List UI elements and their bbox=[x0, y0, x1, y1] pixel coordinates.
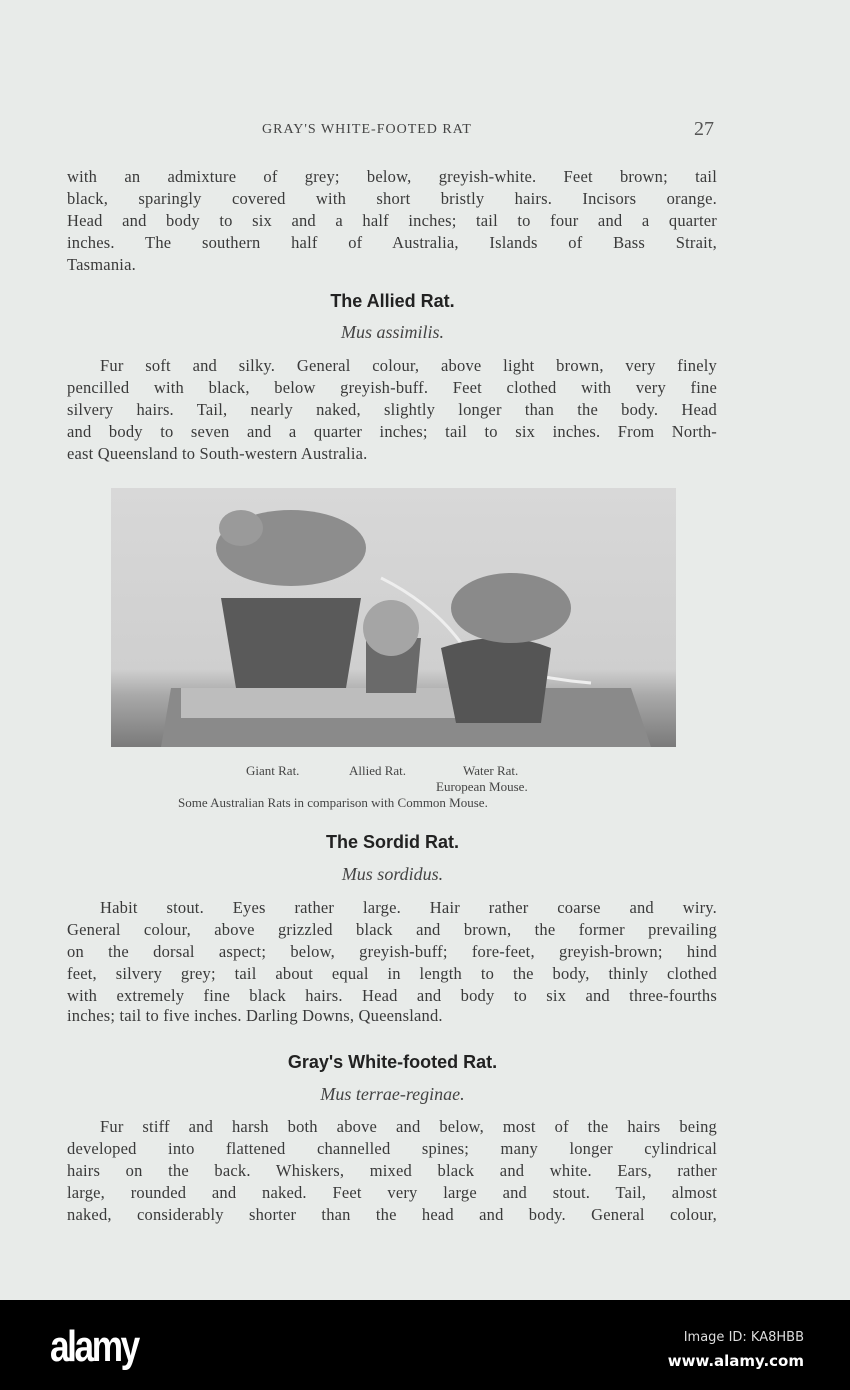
text-line: Head and body to six and a half inches; tail to four and a quarter bbox=[67, 211, 717, 230]
text-line: black, sparingly covered with short bristly hairs. Incisors orange. bbox=[67, 189, 717, 208]
section-title: The Sordid Rat. bbox=[325, 832, 459, 852]
figure-label: European Mouse. bbox=[436, 779, 528, 794]
figure-label: Giant Rat. bbox=[246, 763, 300, 778]
site-url: www.alamy.com bbox=[667, 1352, 804, 1370]
watermark-footer bbox=[0, 1300, 850, 1390]
text-line: naked, considerably shorter than the head and body. General colour, bbox=[67, 1205, 717, 1224]
latin-name: Mus sordidus. bbox=[341, 864, 444, 884]
text-line: inches; tail to five inches. Darling Downs, Queensland. bbox=[67, 1006, 443, 1025]
latin-name: Mus terrae-reginae. bbox=[320, 1084, 465, 1104]
text-line: and body to seven and a quarter inches; tail to six inches. From North- bbox=[67, 422, 717, 441]
text-line: developed into flattened channelled spines; many longer cylindrical bbox=[67, 1139, 717, 1158]
running-header: GRAY'S WHITE-FOOTED RAT bbox=[262, 122, 472, 137]
text-line: silvery hairs. Tail, nearly naked, slightly longer than the body. Head bbox=[67, 400, 717, 419]
text-line: east Queensland to South-western Australia. bbox=[67, 444, 368, 463]
figure-label: Allied Rat. bbox=[349, 763, 407, 778]
text-line: inches. The southern half of Australia, Islands of Bass Strait, bbox=[67, 233, 717, 252]
text-line: with extremely fine black hairs. Head and body to six and three-fourths bbox=[67, 986, 717, 1005]
image-id: Image ID: KA8HBB bbox=[683, 1330, 804, 1345]
section-title: Gray's White-footed Rat. bbox=[287, 1052, 498, 1072]
latin-name: Mus assimilis. bbox=[340, 322, 445, 342]
text-line: Habit stout. Eyes rather large. Hair rather coarse and wiry. bbox=[100, 898, 717, 917]
text-line: on the dorsal aspect; below, greyish-buff; fore-feet, greyish-brown; hind bbox=[67, 942, 717, 961]
figure-caption: Some Australian Rats in comparison with Common Mouse. bbox=[178, 795, 488, 810]
rats-photograph bbox=[111, 488, 676, 747]
text-line: General colour, above grizzled black and brown, the former prevailing bbox=[67, 920, 717, 939]
text-line: Fur stiff and harsh both above and below, most of the hairs being bbox=[100, 1117, 717, 1136]
text-line: hairs on the back. Whiskers, mixed black and white. Ears, rather bbox=[67, 1161, 717, 1180]
alamy-logo: alamy bbox=[50, 1322, 138, 1371]
text-line: large, rounded and naked. Feet very large and stout. Tail, almost bbox=[67, 1183, 717, 1202]
figure-label: Water Rat. bbox=[463, 763, 519, 778]
text-line: with an admixture of grey; below, greyish-white. Feet brown; tail bbox=[67, 167, 717, 186]
text-line: Fur soft and silky. General colour, above light brown, very finely bbox=[100, 356, 717, 375]
page-number: 27 bbox=[694, 118, 714, 140]
text-line: feet, silvery grey; tail about equal in length to the body, thinly clothed bbox=[67, 964, 717, 983]
section-title: The Allied Rat. bbox=[330, 291, 455, 311]
text-line: pencilled with black, below greyish-buff. Feet clothed with very fine bbox=[67, 378, 717, 397]
text-line: Tasmania. bbox=[67, 255, 136, 274]
